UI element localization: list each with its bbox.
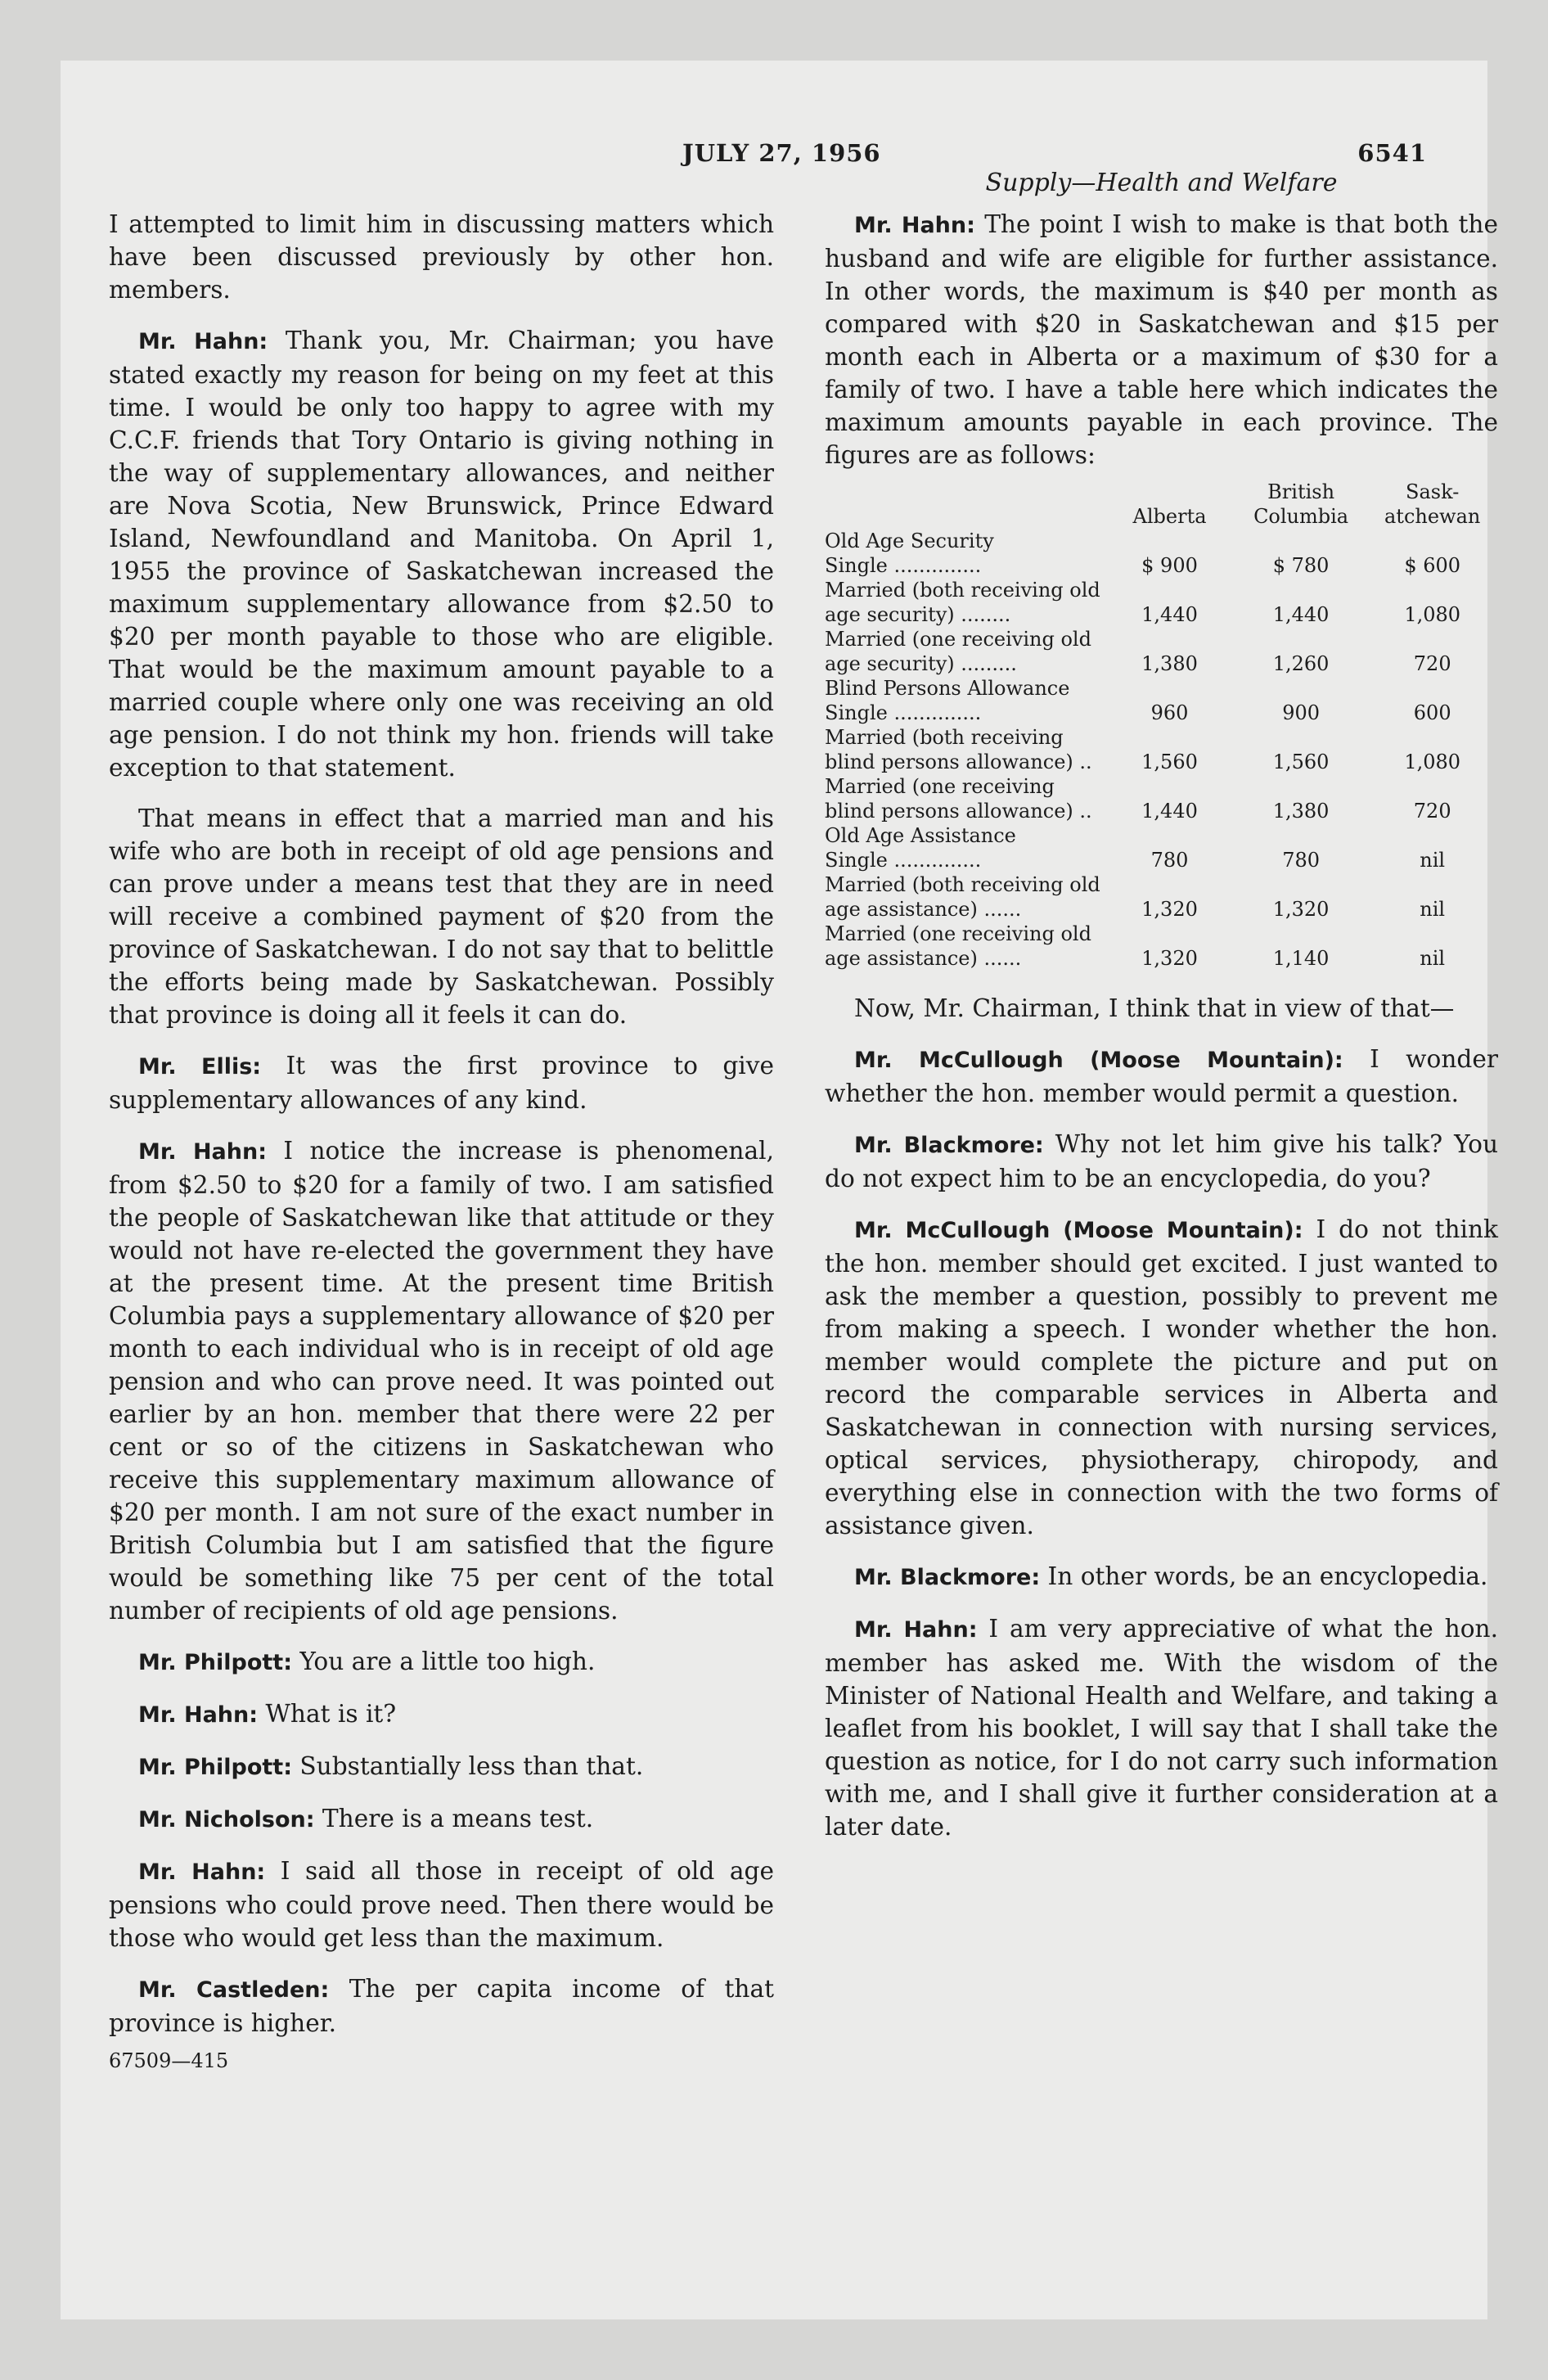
row-value: 1,080 — [1404, 603, 1461, 626]
row-label: Single .............. — [825, 849, 982, 872]
row-value: 600 — [1413, 701, 1451, 724]
speech — [109, 1750, 774, 1784]
speech-text: There is a means test. — [314, 1805, 594, 1832]
column-header-line: Alberta — [1132, 505, 1207, 528]
column-header — [1366, 480, 1498, 529]
speech — [825, 1612, 1498, 1843]
speech-text: It was the first province to give supplementary allowances of any kind. — [109, 1052, 774, 1114]
speech — [109, 1972, 774, 2040]
speech — [109, 1802, 774, 1837]
print-code: 67509—415 — [109, 2049, 229, 2072]
speech — [109, 1134, 774, 1627]
speaker-name: Mr. Philpott: — [138, 1755, 292, 1780]
speaker-name: Mr. Blackmore: — [854, 1565, 1041, 1590]
row-label: Married (one receiving old age security) ......... — [825, 628, 1091, 675]
table-section-row — [825, 676, 1498, 701]
table-header-row — [825, 480, 1498, 529]
speech-text: Thank you, Mr. Chairman; you have stated exactly my reason for being on my feet at this time. I would be only too happy to agree with my C.C.F. friends that Tory Ontario is giving nothing in the way of supplementary allowances, and neither are Nova Scotia, New Brunswick, Prince Edward Island, Newfoundland and Manitoba. On April 1, 1955 the province of Saskatchewan increased the maximum supplementary allowance from $2.50 to $20 per month payable to those who are eligible. That would be the maximum amount payable to a married couple where only one was receiving an old age pension. I do not think my hon. friends will take exception to that statement. — [109, 327, 774, 782]
row-label: Married (both receiving old age security) ........ — [825, 579, 1100, 626]
row-value: nil — [1420, 947, 1446, 970]
speech-text: I said all those in receipt of old age pensions who could prove need. Then there would be those who would get less than the maximum. — [109, 1857, 774, 1952]
row-value: 1,320 — [1141, 898, 1198, 921]
speech-text: What is it? — [258, 1700, 397, 1728]
row-value: 1,440 — [1272, 603, 1330, 626]
speaker-name: Mr. Hahn: — [854, 1617, 978, 1643]
speech — [825, 1043, 1498, 1110]
page-date: JULY 27, 1956 — [682, 139, 881, 167]
speaker-name: Mr. Castleden: — [138, 1977, 330, 2003]
speaker-name: Mr. McCullough (Moose Mountain): — [854, 1048, 1343, 1073]
speech-text: In other words, be an encyclopedia. — [1040, 1562, 1488, 1590]
right-column — [825, 208, 1498, 1861]
table-row — [825, 725, 1498, 774]
row-value: 720 — [1413, 652, 1451, 675]
speech — [109, 1049, 774, 1116]
row-value: 1,440 — [1141, 800, 1198, 823]
speech-text: You are a little too high. — [292, 1648, 596, 1675]
table-row — [825, 701, 1498, 725]
row-label: Married (both receiving blind persons allowance) .. — [825, 726, 1092, 773]
row-value: 780 — [1282, 849, 1320, 872]
row-value: 1,320 — [1141, 947, 1198, 970]
speaker-name: Mr. Hahn: — [138, 329, 268, 354]
speech — [109, 1697, 774, 1732]
speech — [109, 1645, 774, 1679]
row-value: $ 600 — [1404, 554, 1461, 577]
column-header — [1235, 480, 1367, 529]
speech-text: The point I wish to make is that both the husband and wife are eligible for further assistance. In other words, the maximum is $40 per month as compared with $20 in Saskatchewan and $15 per month each in Alberta or a maximum of $30 for a family of two. I have a table here which indicates the maximum amounts payable in each province. The figures are as follows: — [825, 210, 1498, 469]
table-row — [825, 922, 1498, 971]
speech-text: The per capita income of that province is higher. — [109, 1975, 774, 2037]
column-header-line: British — [1267, 480, 1335, 503]
column-header-line: Sask- — [1406, 480, 1460, 503]
table-row — [825, 848, 1498, 872]
row-value: nil — [1420, 849, 1446, 872]
table-section-title: Old Age Assistance — [825, 824, 1016, 847]
speaker-name: Mr. Hahn: — [138, 1859, 266, 1885]
row-value: 1,380 — [1141, 652, 1198, 675]
left-column — [109, 208, 774, 2077]
speech-text: I am very appreciative of what the hon. member has asked me. With the wisdom of the Minister of National Health and Welfare, and taking a leaflet from his booklet, I will say that I shall take the question as notice, for I do not carry such information with me, and I shall give it further consideration at a later date. — [825, 1615, 1498, 1841]
row-value: 720 — [1413, 800, 1451, 823]
table-row — [825, 774, 1498, 823]
speech — [825, 1213, 1498, 1542]
row-value: 1,260 — [1272, 652, 1330, 675]
speaker-name: Mr. Nicholson: — [138, 1807, 315, 1832]
row-label: Married (one receiving old age assistance) ...... — [825, 922, 1091, 970]
speaker-name: Mr. Philpott: — [138, 1650, 292, 1675]
column-header-line: atchewan — [1384, 505, 1481, 528]
table-section-row — [825, 823, 1498, 848]
table-section-title: Old Age Security — [825, 530, 994, 552]
row-value: 1,560 — [1141, 751, 1198, 773]
row-value: 1,080 — [1404, 751, 1461, 773]
table-row — [825, 553, 1498, 578]
column-header-line: Columbia — [1253, 505, 1349, 528]
row-label: Married (both receiving old age assistance) ...... — [825, 873, 1100, 921]
speaker-name: Mr. Blackmore: — [854, 1133, 1044, 1158]
paragraph: I attempted to limit him in discussing matters which have been discussed previously by other hon. members. — [109, 210, 774, 304]
row-value: 1,440 — [1141, 603, 1198, 626]
speech — [109, 1855, 774, 1954]
speaker-name: Mr. McCullough (Moose Mountain): — [854, 1218, 1303, 1243]
speaker-name: Mr. Ellis: — [138, 1054, 262, 1080]
table-section-title: Blind Persons Allowance — [825, 677, 1070, 700]
row-value: 1,320 — [1272, 898, 1330, 921]
speech — [825, 208, 1498, 471]
row-label: Single .............. — [825, 701, 982, 724]
speech-text: I wonder whether the hon. member would permit a question. — [825, 1045, 1498, 1107]
speech — [109, 324, 774, 784]
table-row — [825, 872, 1498, 922]
column-header — [1104, 480, 1235, 529]
page-number: 6541 — [1357, 139, 1427, 167]
row-label: Single .............. — [825, 554, 982, 577]
provincial-allowance-table — [825, 480, 1498, 971]
row-value: $ 900 — [1141, 554, 1198, 577]
table-row — [825, 578, 1498, 627]
speaker-name: Mr. Hahn: — [138, 1702, 259, 1728]
table-row — [825, 627, 1498, 676]
row-value: 780 — [1150, 849, 1189, 872]
paragraph: Now, Mr. Chairman, I think that in view of that— — [854, 994, 1455, 1022]
speech-text: I notice the increase is phenomenal, from $2.50 to $20 for a family of two. I am satisfied the people of Saskatchewan like that attitude or they would not have re-elected the government they have at the present time. At the present time British Columbia pays a supplementary allowance of $20 per month to each individual who is in receipt of old age pension and who can prove need. It was pointed out earlier by an hon. member that there were 22 per cent or so of the citizens in Saskatchewan who receive this supplementary maximum allowance of $20 per month. I am not sure of the exact number in British Columbia but I am satisfied that the figure would be something like 75 per cent of the total number of recipients of old age pensions. — [109, 1137, 774, 1625]
row-label: Married (one receiving blind persons allowance) .. — [825, 775, 1092, 823]
speech — [825, 1560, 1498, 1594]
speech — [825, 1128, 1498, 1195]
section-heading: Supply—Health and Welfare — [985, 169, 1338, 197]
row-value: 1,560 — [1272, 751, 1330, 773]
row-value: 960 — [1150, 701, 1189, 724]
table-section-row — [825, 529, 1498, 553]
row-value: 1,140 — [1272, 947, 1330, 970]
paragraph: That means in effect that a married man and his wife who are both in receipt of old age pensions and can prove under a means test that they are in need will receive a combined payment of $20 from the province of Saskatchewan. I do not say that to belittle the efforts being made by Saskatchewan. Possibly that province is doing all it feels it can do. — [109, 805, 774, 1029]
speech-text: I do not think the hon. member should get excited. I just wanted to ask the member a question, possibly to prevent me from making a speech. I wonder whether the hon. member would complete the picture and put on record the comparable services in Alberta and Saskatchewan in connection with nursing services, optical services, physiotherapy, chiropody, and everything else in connection with the two forms of assistance given. — [825, 1215, 1498, 1539]
table-corner-cell — [825, 480, 1104, 529]
row-value: 1,380 — [1272, 800, 1330, 823]
speech-text: Substantially less than that. — [292, 1752, 644, 1780]
document-page — [61, 61, 1498, 2319]
row-value: nil — [1420, 898, 1446, 921]
speaker-name: Mr. Hahn: — [854, 213, 975, 238]
row-value: $ 780 — [1272, 554, 1330, 577]
speech-text: Why not let him give his talk? You do not expect him to be an encyclopedia, do you? — [825, 1130, 1498, 1192]
speaker-name: Mr. Hahn: — [138, 1139, 268, 1165]
row-value: 900 — [1282, 701, 1320, 724]
